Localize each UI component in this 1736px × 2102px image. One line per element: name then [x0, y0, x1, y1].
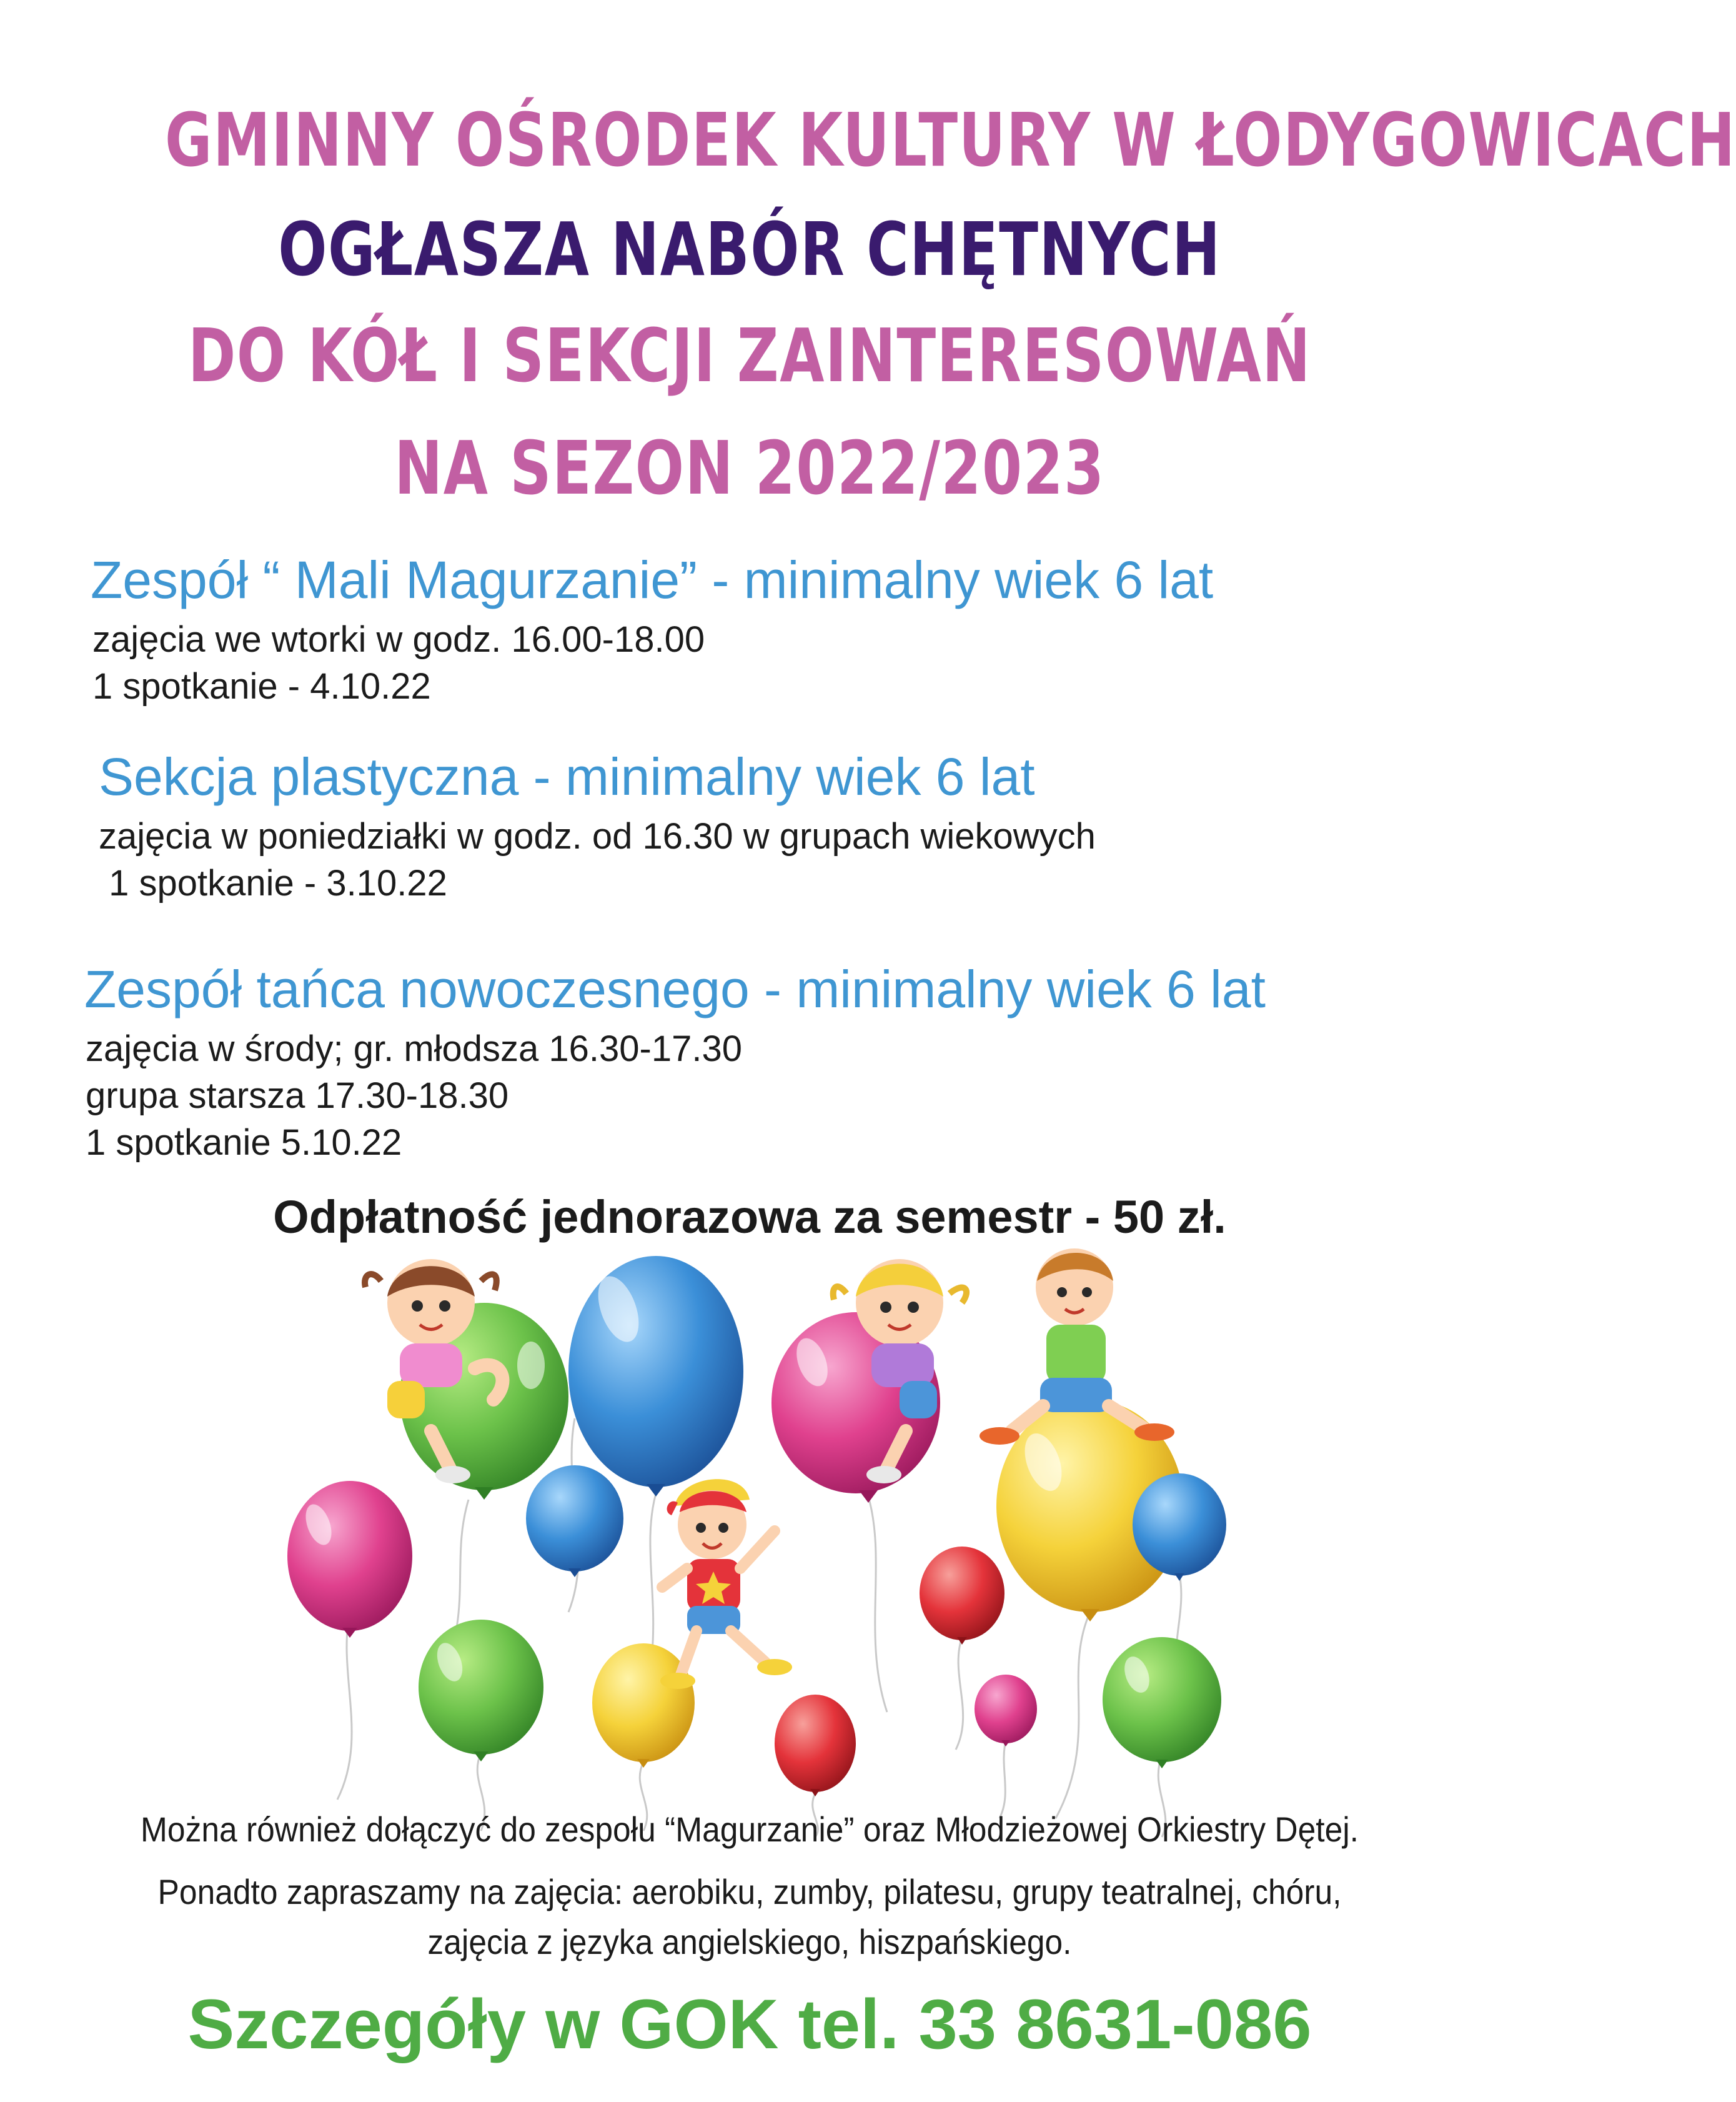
footer-join-note: Można również dołączyć do zespołu “Magurzanie” oraz Młodzieżowej Orkiestry Dętej.	[141, 1810, 1359, 1849]
balloon-blue-large	[568, 1256, 743, 1497]
section-line: grupa starsza 17.30-18.30	[86, 1075, 509, 1116]
balloon-pink-left	[287, 1481, 412, 1638]
section-title-sekcja-plastyczna: Sekcja plastyczna - minimalny wiek 6 lat	[99, 747, 1035, 806]
header-subject: DO KÓŁ I SEKCJI ZAINTERESOWAŃ	[187, 312, 1312, 399]
section-line: zajęcia w poniedziałki w godz. od 16.30 w grupach wiekowych	[99, 816, 1096, 857]
contact-details: Szczegóły w GOK tel. 33 8631-086	[187, 1985, 1312, 2063]
header-announcement: OGŁASZA NABÓR CHĘTNYCH	[278, 206, 1221, 292]
footer-invite-line-1: Ponadto zapraszamy na zajęcia: aerobiku, zumby, pilatesu, grupy teatralnej, chóru,	[157, 1872, 1342, 1911]
header-org-name: GMINNY OŚRODEK KULTURY W ŁODYGOWICACH	[165, 97, 1736, 183]
balloon-yellow-mid	[592, 1643, 695, 1768]
balloon-green-right	[1103, 1637, 1221, 1768]
section-line: 1 spotkanie - 4.10.22	[92, 666, 431, 707]
section-line: 1 spotkanie 5.10.22	[86, 1122, 402, 1163]
section-line: zajęcia we wtorki w godz. 16.00-18.00	[92, 619, 705, 660]
balloon-pink-small	[975, 1675, 1037, 1746]
section-title-mali-magurzanie: Zespół “ Mali Magurzanie” - minimalny wiek 6 lat	[91, 550, 1214, 609]
balloon-blue-small	[526, 1465, 623, 1577]
balloon-red-mid	[920, 1547, 1004, 1645]
child-boy-jumping	[660, 1479, 792, 1689]
children-balloons-illustration	[0, 1237, 1499, 1837]
footer-invite-line-2: zajęcia z języka angielskiego, hiszpańskiego.	[427, 1922, 1072, 1961]
balloon-red-small	[775, 1695, 856, 1796]
balloon-green-mid	[419, 1620, 543, 1761]
fee-notice: Odpłatność jednorazowa za semestr - 50 zł.	[273, 1191, 1226, 1243]
header-season: NA SEZON 2022/2023	[394, 425, 1105, 511]
section-title-taniec-nowoczesny: Zespół tańca nowoczesnego - minimalny wiek 6 lat	[84, 960, 1266, 1019]
section-line: zajęcia w środy; gr. młodsza 16.30-17.30	[86, 1029, 742, 1069]
section-line: 1 spotkanie - 3.10.22	[99, 863, 447, 904]
